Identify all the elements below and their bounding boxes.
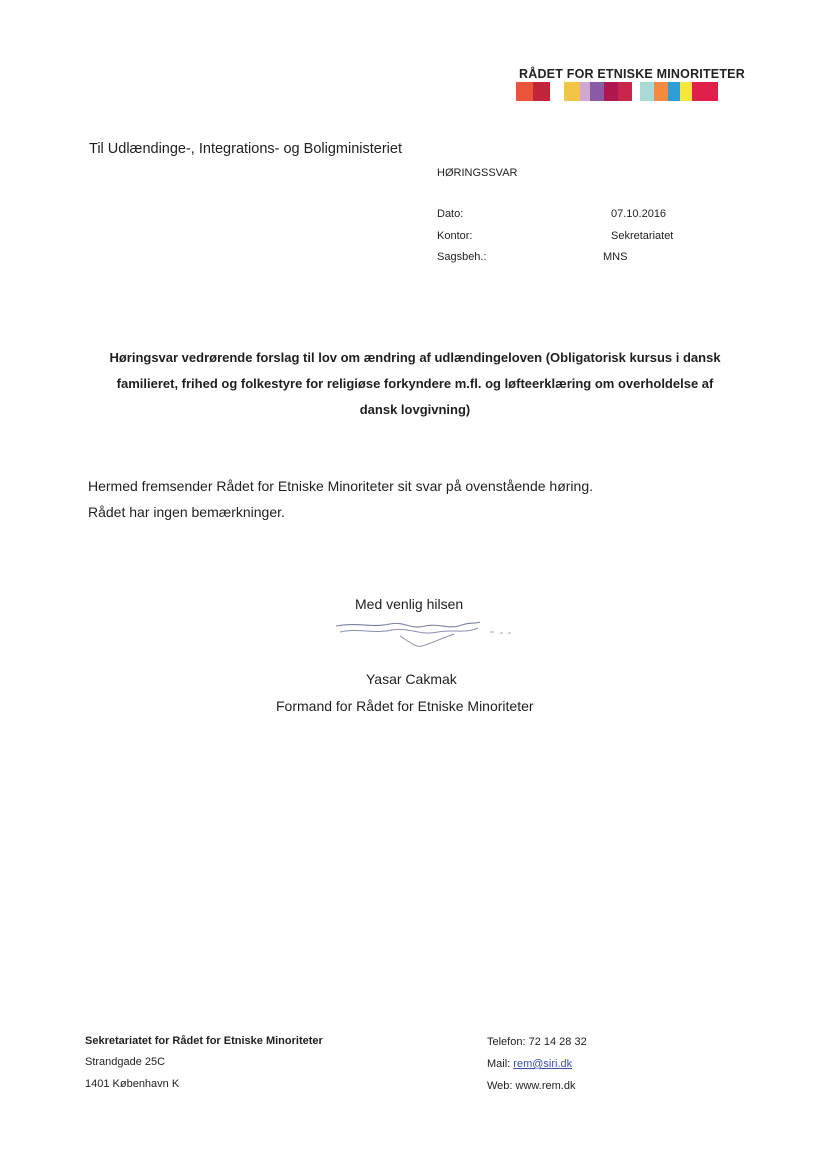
body-paragraph-line-1: Hermed fremsender Rådet for Etniske Minoriteter sit svar på ovenstående høring. — [88, 478, 594, 494]
caseworker-value: MNS — [603, 251, 628, 263]
footer-web — [487, 1080, 575, 1092]
logo-color-block — [590, 82, 604, 101]
signer-title: Formand for Rådet for Etniske Minoriteter — [276, 698, 534, 714]
office-label: Kontor: — [437, 230, 473, 242]
logo-color-block — [654, 82, 668, 101]
web-label: Web: — [487, 1080, 513, 1092]
logo-color-block — [533, 82, 550, 101]
organization-logo-color-bar — [516, 82, 718, 101]
logo-color-block — [550, 82, 564, 101]
document-type: HØRINGSSVAR — [437, 167, 518, 179]
phone-label: Telefon: — [487, 1036, 526, 1048]
logo-color-block — [632, 82, 640, 101]
footer-city: 1401 København K — [85, 1078, 180, 1090]
logo-color-block — [516, 82, 533, 101]
footer-phone — [487, 1036, 587, 1048]
phone-number: 72 14 28 32 — [528, 1036, 587, 1048]
caseworker-label: Sagsbeh.: — [437, 251, 487, 263]
logo-color-block — [604, 82, 618, 101]
date-value: 07.10.2016 — [611, 208, 667, 220]
logo-color-block — [680, 82, 692, 101]
mail-label: Mail: — [487, 1058, 511, 1070]
office-value: Sekretariatet — [611, 230, 674, 242]
footer-mail — [487, 1058, 572, 1070]
recipient-line: Til Udlændinge-, Integrations- og Boligministeriet — [89, 141, 402, 157]
handwritten-signature — [330, 618, 520, 652]
logo-color-block — [692, 82, 718, 101]
signer-name: Yasar Cakmak — [366, 671, 457, 687]
date-label: Dato: — [437, 208, 464, 220]
footer-street: Strandgade 25C — [85, 1056, 166, 1068]
closing-greeting: Med venlig hilsen — [355, 596, 464, 612]
mail-link[interactable]: rem@siri.dk — [513, 1058, 573, 1070]
letter-subject: Høringsvar vedrørende forslag til lov om ændring af udlændingeloven (Obligatorisk kursus i dansk familieret, frihed og folkestyre for religiøse forkyndere m.fl. og løfteerklæring om overholdelse af dansk lovgivning) — [109, 350, 721, 417]
logo-color-block — [668, 82, 680, 101]
logo-color-block — [640, 82, 654, 101]
body-paragraph-line-2: Rådet har ingen bemærkninger. — [88, 504, 285, 520]
footer-org-name: Sekretariatet for Rådet for Etniske Minoriteter — [85, 1035, 323, 1047]
logo-color-block — [580, 82, 590, 101]
logo-color-block — [618, 82, 632, 101]
logo-color-block — [564, 82, 580, 101]
organization-logo-text: RÅDET FOR ETNISKE MINORITETER — [519, 67, 745, 81]
web-link[interactable]: www.rem.dk — [515, 1080, 576, 1092]
